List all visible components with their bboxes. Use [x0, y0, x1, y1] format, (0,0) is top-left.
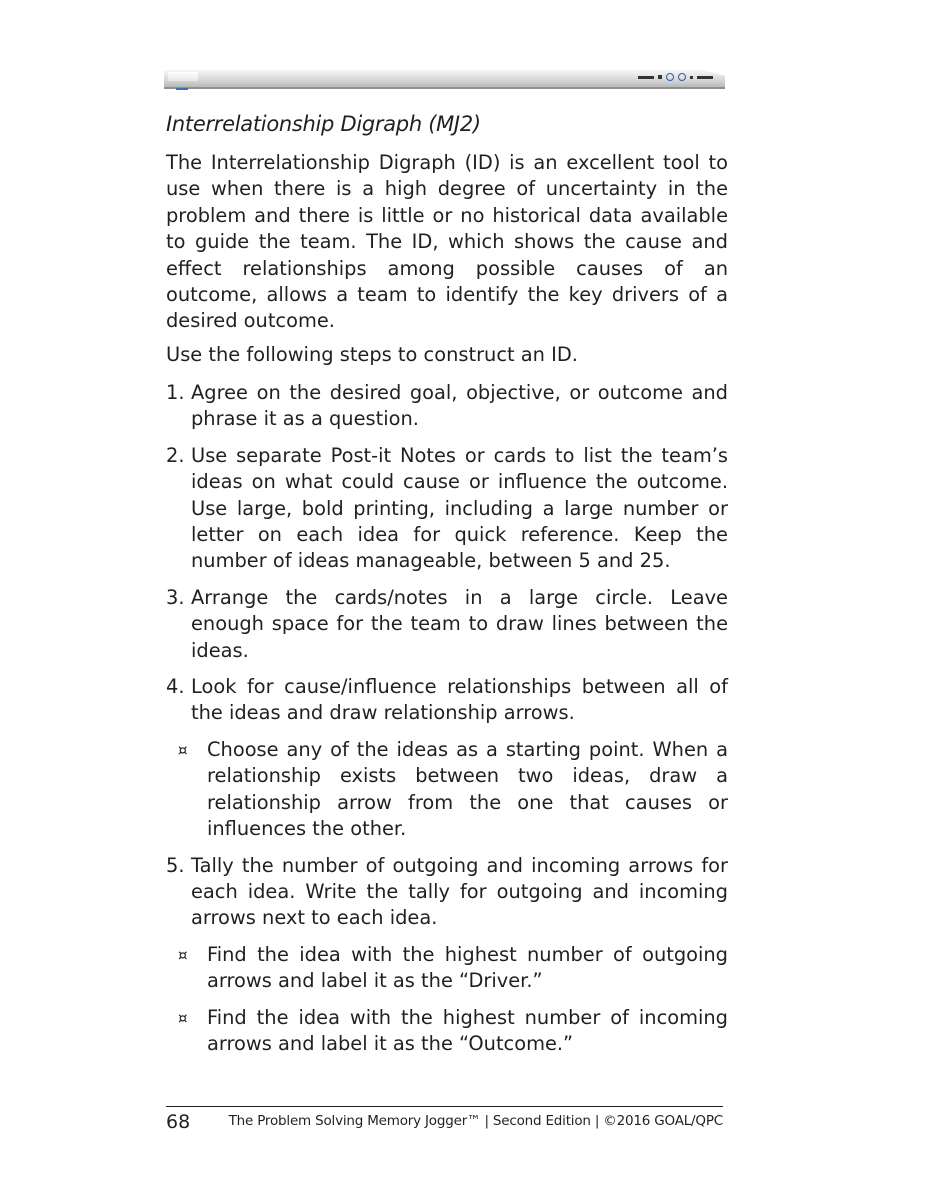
- page-number: 68: [166, 1111, 191, 1133]
- step-text: Tally the number of outgoing and incoming arrows for each idea. Write the tally for outgoing and incoming arrows next to each idea.: [191, 853, 728, 930]
- header-tab-highlight: [168, 72, 198, 81]
- ornament-dash: [697, 76, 713, 79]
- step-2: [166, 443, 728, 575]
- ornament-ring: [678, 73, 686, 81]
- step-number: 1.: [166, 381, 185, 404]
- step-text: Agree on the desired goal, objective, or outcome and phrase it as a question.: [191, 381, 728, 431]
- step-number: 2.: [166, 443, 185, 467]
- step-5-bullet: [166, 942, 728, 995]
- header-ornament: [638, 73, 713, 81]
- currency-bullet-icon: ¤: [178, 945, 188, 964]
- header-tab-underline: [176, 88, 188, 90]
- ornament-square: [658, 75, 662, 79]
- bullet-text: Find the idea with the highest number of outgoing arrows and label it as the “Driver.”: [207, 942, 728, 993]
- intro-paragraph: The Interrelationship Digraph (ID) is an excellent tool to use when there is a high degree of uncertainty in the problem and there is little or no historical data available to guide the team. The ID, which shows the cause and effect relationships among possible causes of an outcome, allows a team to identify the key drivers of a desired outcome.: [166, 151, 728, 333]
- step-5: [166, 853, 728, 932]
- step-number: 4.: [166, 675, 185, 699]
- ornament-dash: [638, 76, 654, 79]
- running-footer: The Problem Solving Memory Jogger™ | Second Edition | ©2016 GOAL/QPC: [228, 1113, 723, 1129]
- currency-bullet-icon: ¤: [178, 740, 188, 759]
- step-5-bullet: [166, 1005, 728, 1058]
- step-4-bullet: [166, 737, 728, 843]
- step-text: Look for cause/influence relationships between all of the ideas and draw relationship arrows.: [191, 675, 728, 725]
- ornament-dot: [690, 76, 693, 79]
- header-decorative-bar: [164, 70, 725, 89]
- steps-list: [166, 380, 728, 1067]
- ornament-ring: [666, 73, 674, 81]
- step-number: 5.: [166, 853, 185, 877]
- steps-lead-sentence: Use the following steps to construct an ID.: [166, 343, 578, 366]
- footer-divider: [166, 1106, 723, 1107]
- bullet-text: Find the idea with the highest number of incoming arrows and label it as the “Outcome.”: [207, 1005, 728, 1055]
- step-1: [166, 380, 728, 433]
- step-number: 3.: [166, 585, 185, 609]
- step-text: Use separate Post-it Notes or cards to list the team’s ideas on what could cause or influence the outcome. Use large, bold printing, including a large number or letter on each idea for quick reference. Keep the number of ideas manageable, between 5 and 25.: [191, 443, 728, 573]
- step-3: [166, 585, 728, 664]
- step-text: Arrange the cards/notes in a large circle. Leave enough space for the team to draw lines between the ideas.: [191, 585, 728, 662]
- currency-bullet-icon: ¤: [178, 1008, 188, 1027]
- section-title: Interrelationship Digraph (MJ2): [166, 112, 481, 136]
- step-4: [166, 674, 728, 727]
- bullet-text: Choose any of the ideas as a starting point. When a relationship exists between two ideas, draw a relationship arrow from the one that causes or influences the other.: [207, 737, 728, 841]
